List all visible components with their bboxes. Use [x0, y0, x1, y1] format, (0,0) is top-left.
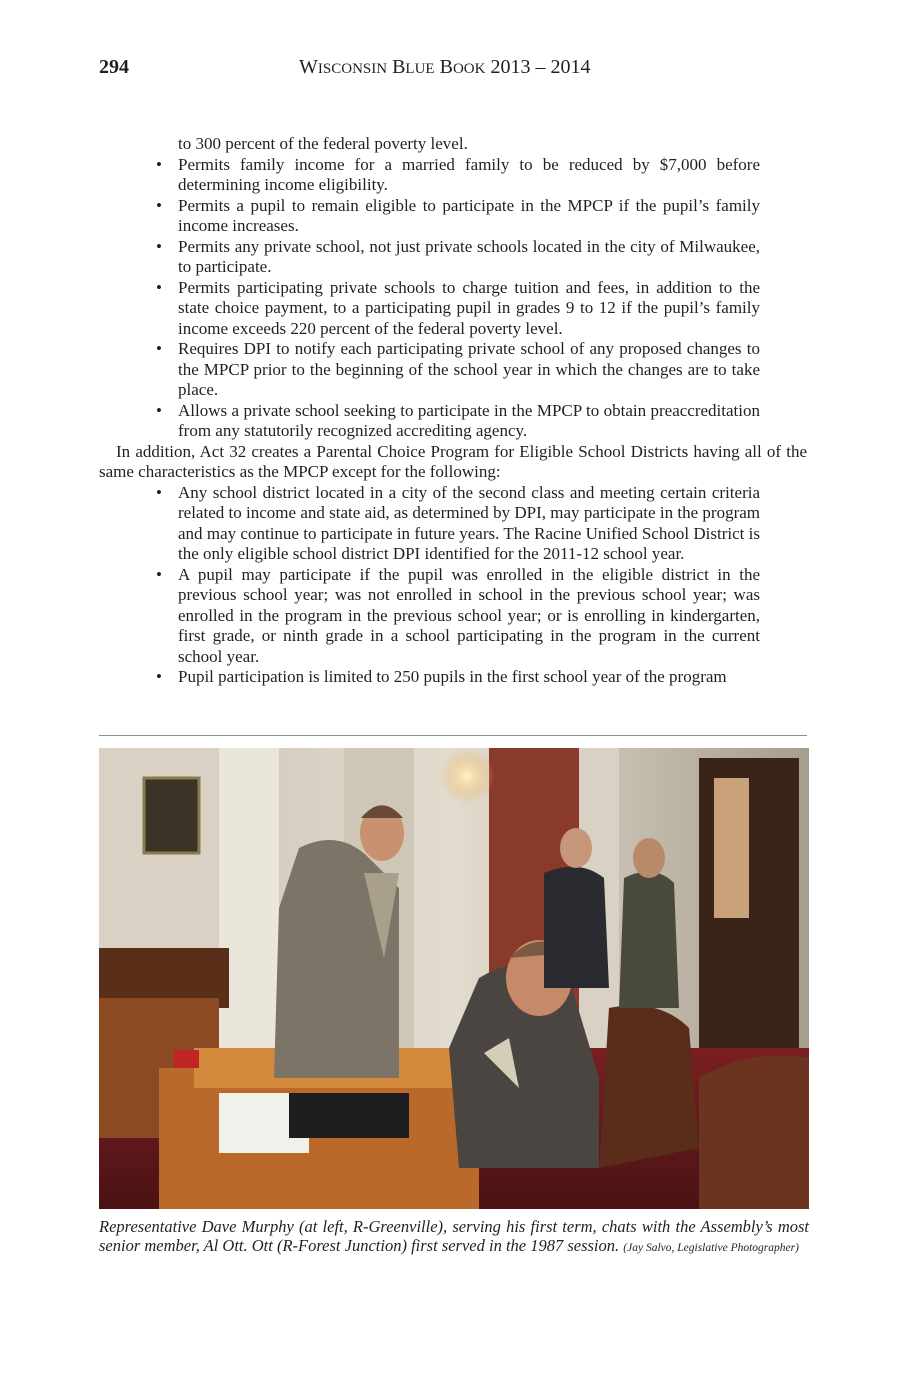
list-item-text: Requires DPI to notify each participating private school of any proposed changes to the MPCP prior to the beginning of the school year in which the changes are to take place.	[178, 339, 760, 399]
section-divider	[99, 735, 807, 736]
list-item	[156, 236, 760, 278]
list-item-text: Allows a private school seeking to participate in the MPCP to obtain preaccreditation from any statutorily recognized accrediting agency.	[178, 400, 760, 440]
list-item	[156, 277, 760, 340]
list-item	[156, 195, 760, 237]
running-head-ook: OOK	[452, 61, 486, 77]
bullet-glyph: •	[156, 339, 162, 358]
bullet-glyph: •	[156, 667, 162, 686]
list-item	[156, 667, 760, 688]
list-item-text: Permits a pupil to remain eligible to participate in the MPCP if the pupil’s family income increases.	[178, 195, 760, 235]
running-head-years: 2013 – 2014	[490, 56, 591, 78]
list-item-text: Permits participating private schools to charge tuition and fees, in addition to the state choice payment, to a participating pupil in grades 9 to 12 if the pupil’s family income exceeds 220 percent of the federal poverty level.	[178, 277, 760, 338]
list-item-text: Any school district located in a city of the second class and meeting certain criteria related to income and state aid, as determined by DPI, may participate in the program and may continue to participate in future years. The Racine Unified School District is the only eligible school district DPI identified for the 2011-12 school year.	[178, 482, 760, 563]
bullet-glyph: •	[156, 195, 162, 215]
district-bullet-list	[99, 483, 807, 688]
list-item-text: Permits family income for a married family to be reduced by $7,000 before determining income eligibility.	[178, 154, 760, 194]
list-item	[156, 482, 760, 565]
bullet-glyph: •	[156, 236, 162, 256]
running-head-lue: LUE	[405, 61, 435, 77]
list-item-text: Pupil participation is limited to 250 pupils in the first school year of the program	[178, 667, 727, 686]
caption-text: Representative Dave Murphy (at left, R-Greenville), serving his first term, chats with the Assembly’s most senior member, Al Ott. Ott (R-Forest Junction) first served in the 1987 session.	[99, 1217, 809, 1255]
list-item	[156, 154, 760, 196]
assembly-photo	[99, 748, 809, 1209]
continuation-line: to 300 percent of the federal poverty level.	[178, 134, 468, 153]
list-item	[156, 339, 760, 401]
photo-credit: (Jay Salvo, Legislative Photographer)	[623, 1242, 799, 1254]
running-head-b2: B	[439, 56, 453, 78]
running-head-isconsin: ISCONSIN	[317, 61, 388, 77]
list-item	[156, 564, 760, 668]
running-head-w: W	[299, 56, 318, 78]
bullet-glyph: •	[156, 400, 162, 420]
mpcp-bullet-list	[99, 155, 807, 442]
running-head	[299, 56, 590, 79]
paragraph: In addition, Act 32 creates a Parental Choice Program for Eligible School Districts having all of the same characteristics as the MPCP except for the following:	[99, 441, 807, 481]
list-item-text: Permits any private school, not just private schools located in the city of Milwaukee, to participate.	[178, 236, 760, 276]
bullet-glyph: •	[156, 277, 162, 297]
running-head-b: B	[392, 56, 406, 78]
list-item	[156, 400, 760, 442]
bullet-glyph: •	[156, 564, 162, 584]
photo-caption	[99, 1217, 809, 1258]
bullet-glyph: •	[156, 154, 162, 174]
bullet-glyph: •	[156, 482, 162, 502]
page-number: 294	[99, 56, 129, 78]
list-item-text: A pupil may participate if the pupil was enrolled in the eligible district in the previous school year; was not enrolled in school in the previous school year; was enrolled in the program in the previous school year; or is enrolling in kindergarten, first grade, or ninth grade in a school participating in the program in the current school year.	[178, 564, 760, 666]
body-text	[99, 134, 807, 688]
